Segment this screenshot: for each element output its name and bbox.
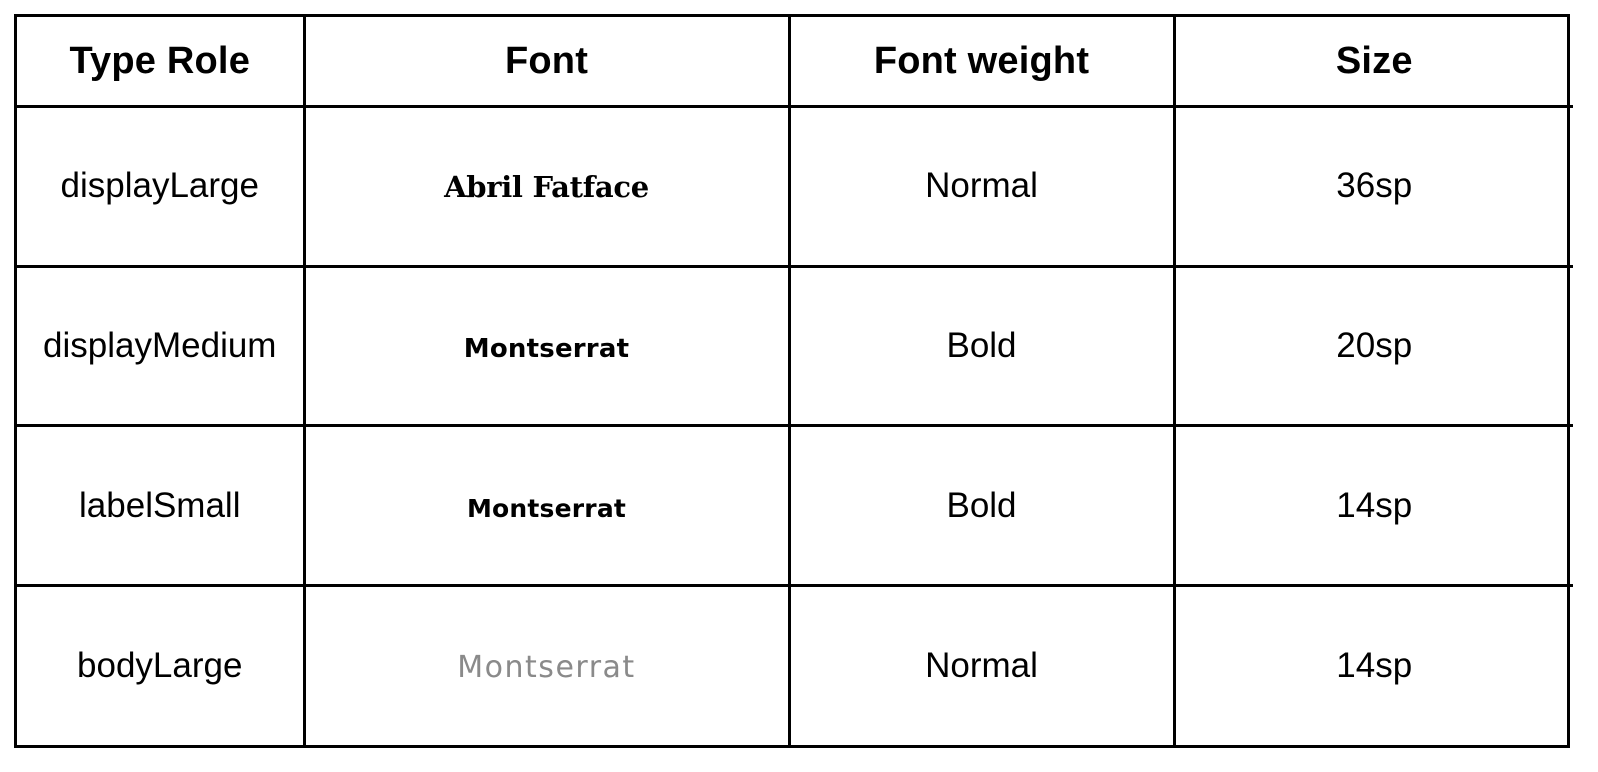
cell-font [304,426,789,586]
cell-font-weight: Normal [789,107,1174,267]
table-row [17,426,1573,586]
cell-font [304,107,789,267]
cell-type-role: displayMedium [17,266,304,426]
cell-type-role: labelSmall [17,426,304,586]
cell-font-weight: Bold [789,266,1174,426]
font-sample-montserrat-bold: Montserrat [463,333,630,364]
cell-font [304,266,789,426]
column-header-type-role: Type Role [17,17,304,107]
cell-type-role: bodyLarge [17,585,304,745]
table-body [17,107,1573,746]
table-header-row [17,17,1573,107]
column-header-font: Font [304,17,789,107]
type-scale-table [17,17,1573,745]
column-header-size: Size [1174,17,1573,107]
column-header-font-weight: Font weight [789,17,1174,107]
cell-size: 14sp [1174,585,1573,745]
cell-font-weight: Bold [789,426,1174,586]
font-sample-montserrat-light: Montserrat [457,649,636,685]
table-row [17,107,1573,267]
cell-size: 36sp [1174,107,1573,267]
font-sample-montserrat-bold-small: Montserrat [466,493,627,523]
cell-font [304,585,789,745]
cell-font-weight: Normal [789,585,1174,745]
cell-type-role: displayLarge [17,107,304,267]
type-scale-table-container [14,14,1570,748]
table-row [17,585,1573,745]
table-header [17,17,1573,107]
table-row [17,266,1573,426]
cell-size: 20sp [1174,266,1573,426]
font-sample-abril-fatface: Abril Fatface [444,170,649,205]
cell-size: 14sp [1174,426,1573,586]
